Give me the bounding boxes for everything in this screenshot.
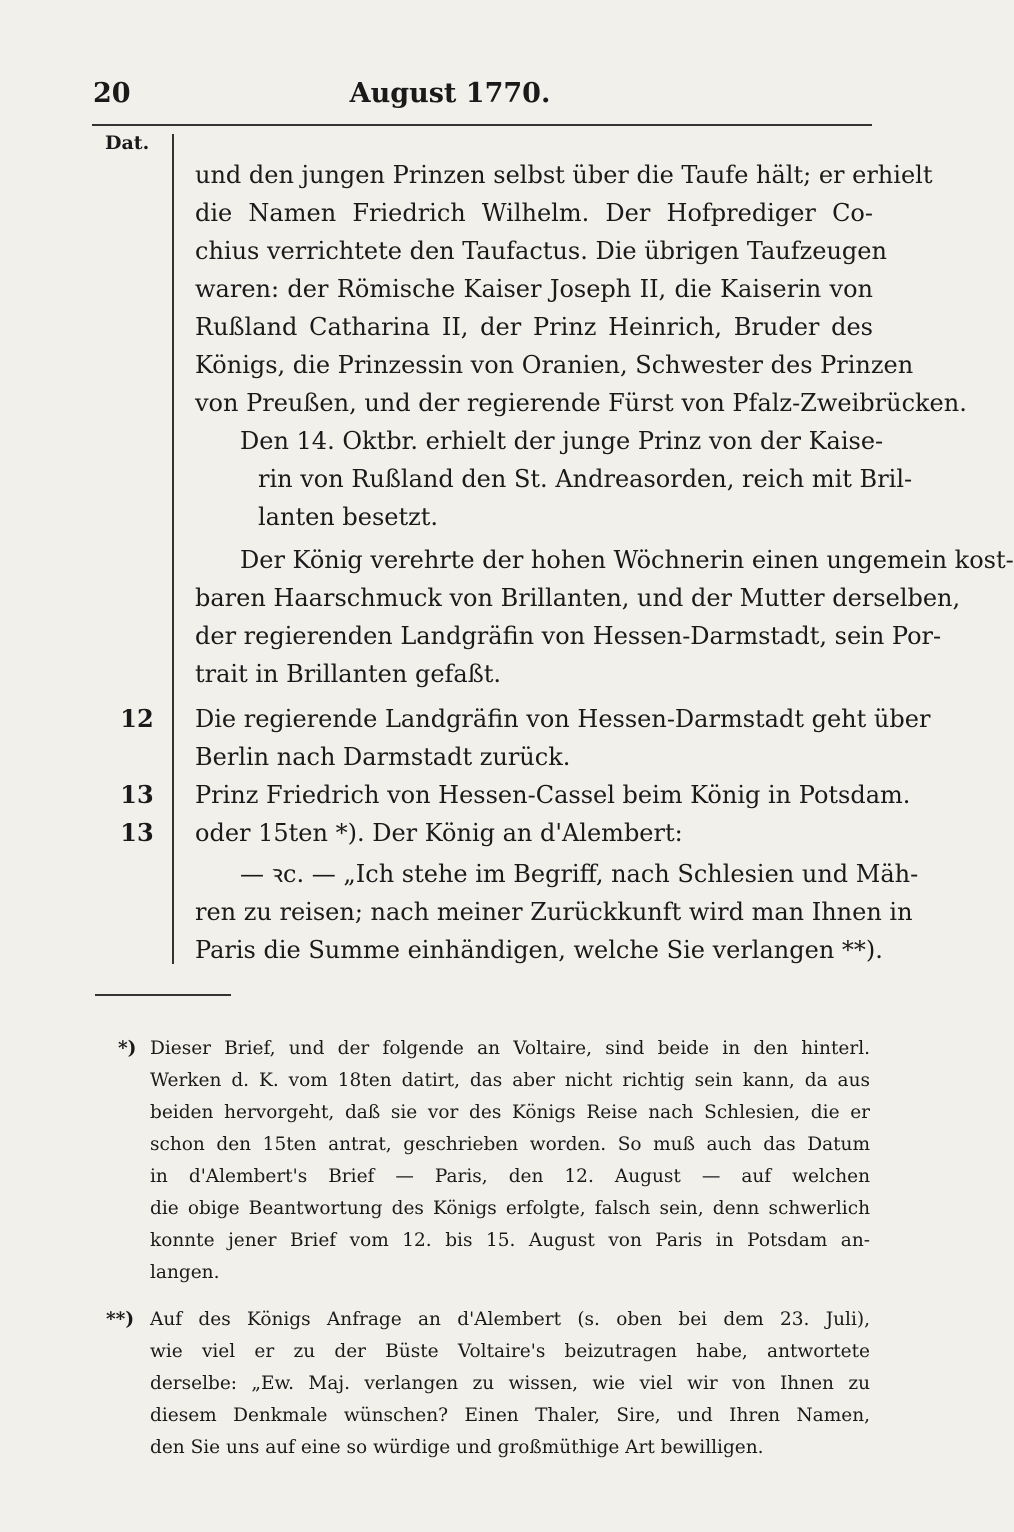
footnote-line: diesem Denkmale wünschen? Einen Thaler, Sire, und Ihren Namen, xyxy=(150,1405,870,1426)
footnote-line: beiden hervorgeht, daß sie vor des Königs Reise nach Schlesien, die er xyxy=(150,1102,870,1123)
body-line: lanten besetzt. xyxy=(258,503,439,531)
body-line: Berlin nach Darmstadt zurück. xyxy=(195,743,571,771)
body-line: die Namen Friedrich Wilhelm. Der Hofprediger Co- xyxy=(195,199,873,227)
date-entry: 13 xyxy=(120,780,154,809)
header-rule xyxy=(92,124,872,126)
body-line: oder 15ten *). Der König an d'Alembert: xyxy=(195,819,683,847)
footnote-line: in d'Alembert's Brief — Paris, den 12. August — auf welchen xyxy=(150,1166,870,1187)
body-line: chius verrichtete den Taufactus. Die übrigen Taufzeugen xyxy=(195,237,887,265)
body-line: Paris die Summe einhändigen, welche Sie verlangen **). xyxy=(195,936,883,964)
body-line: Der König verehrte der hohen Wöchnerin einen ungemein kost- xyxy=(240,546,1014,574)
page-number: 20 xyxy=(93,78,131,109)
body-line: baren Haarschmuck von Brillanten, und der Mutter derselben, xyxy=(195,584,961,612)
body-line: ren zu reisen; nach meiner Zurückkunft wird man Ihnen in xyxy=(195,898,913,926)
running-head: August 1770. xyxy=(349,78,551,109)
footnote-line: schon den 15ten antrat, geschrieben worden. So muß auch das Datum xyxy=(150,1134,870,1155)
body-line: der regierenden Landgräfin von Hessen-Darmstadt, sein Por- xyxy=(195,622,942,650)
body-line: — ꝛc. — „Ich stehe im Begriff, nach Schlesien und Mäh- xyxy=(240,860,919,888)
body-line: Prinz Friedrich von Hessen-Cassel beim König in Potsdam. xyxy=(195,781,911,809)
body-line: von Preußen, und der regierende Fürst von Pfalz-Zweibrücken. xyxy=(195,389,967,417)
footnote-line: Werken d. K. vom 18ten datirt, das aber nicht richtig sein kann, da aus xyxy=(150,1070,870,1091)
footnote-marker: **) xyxy=(106,1309,135,1330)
footnote-line: langen. xyxy=(150,1262,220,1283)
body-line: Rußland Catharina II, der Prinz Heinrich, Bruder des xyxy=(195,313,873,341)
body-line: und den jungen Prinzen selbst über die Taufe hält; er erhielt xyxy=(195,161,933,189)
footnote-line: konnte jener Brief vom 12. bis 15. August von Paris in Potsdam an- xyxy=(150,1230,870,1251)
body-line: rin von Rußland den St. Andreasorden, reich mit Bril- xyxy=(258,465,913,493)
footnote-line: Dieser Brief, und der folgende an Voltaire, sind beide in den hinterl. xyxy=(150,1038,870,1059)
footnote-line: die obige Beantwortung des Königs erfolgte, falsch sein, denn schwerlich xyxy=(150,1198,870,1219)
date-entry: 13 xyxy=(120,818,154,847)
footnote-line: wie viel er zu der Büste Voltaire's beizutragen habe, antwortete xyxy=(150,1341,870,1362)
footnote-line: den Sie uns auf eine so würdige und großmüthige Art bewilligen. xyxy=(150,1437,764,1458)
body-line: Königs, die Prinzessin von Oranien, Schwester des Prinzen xyxy=(195,351,914,379)
date-column-label: Dat. xyxy=(105,132,150,154)
body-line: Den 14. Oktbr. erhielt der junge Prinz von der Kaise- xyxy=(240,427,884,455)
body-line: Die regierende Landgräfin von Hessen-Darmstadt geht über xyxy=(195,705,931,733)
body-line: trait in Brillanten gefaßt. xyxy=(195,660,502,688)
footnote-line: Auf des Königs Anfrage an d'Alembert (s. oben bei dem 23. Juli), xyxy=(150,1309,870,1330)
date-column-rule xyxy=(172,134,174,964)
footnote-marker: *) xyxy=(118,1038,137,1059)
footnote-line: derselbe: „Ew. Maj. verlangen zu wissen, wie viel wir von Ihnen zu xyxy=(150,1373,870,1394)
body-line: waren: der Römische Kaiser Joseph II, die Kaiserin von xyxy=(195,275,873,303)
footnote-rule xyxy=(95,994,231,996)
date-entry: 12 xyxy=(120,704,154,733)
